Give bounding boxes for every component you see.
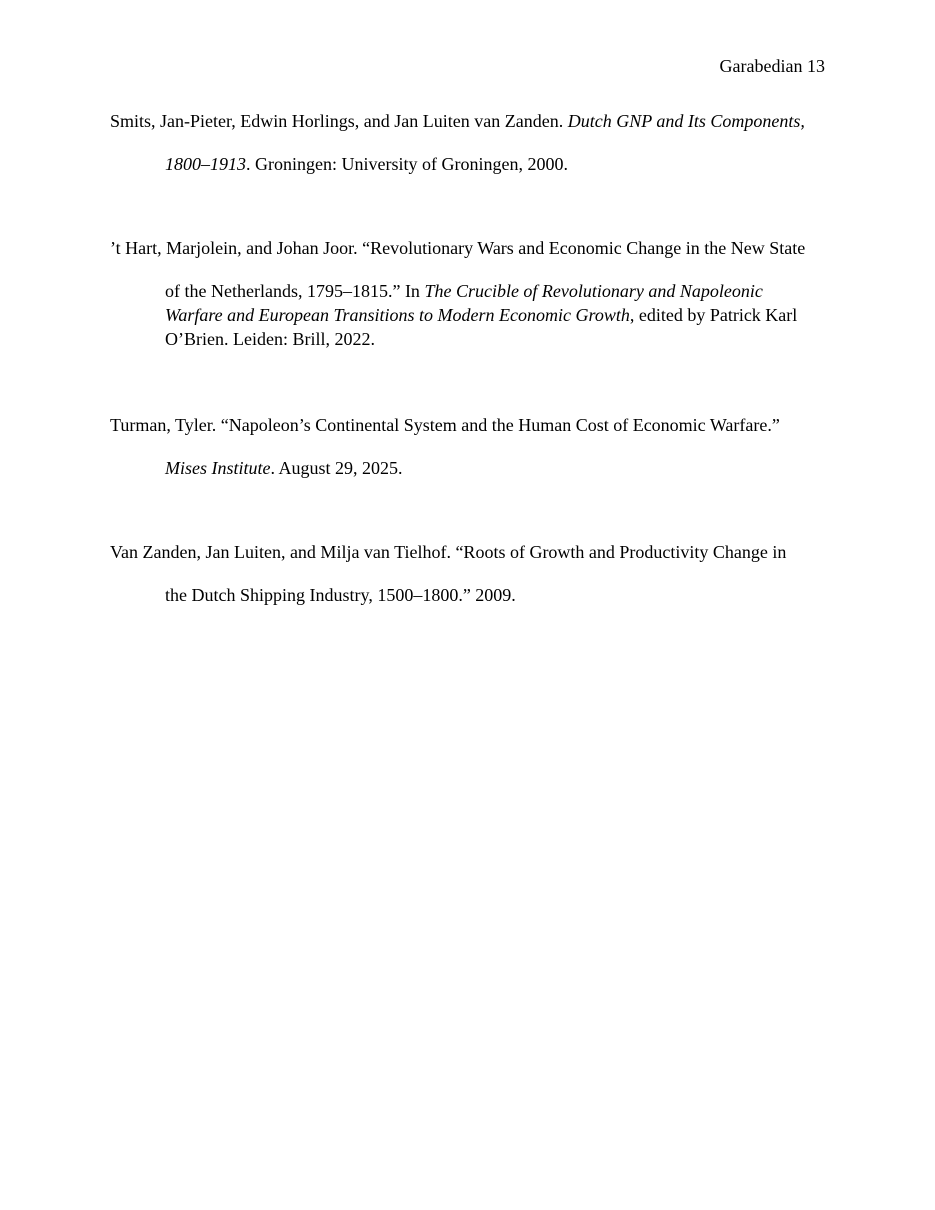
entry-line — [110, 152, 825, 176]
entry-line: O’Brien. Leiden: Brill, 2022. — [165, 329, 375, 349]
entry-title: The Crucible of Revolutionary and Napoleonic — [424, 281, 763, 301]
entry-line: ’t Hart, Marjolein, and Johan Joor. “Revolutionary Wars and Economic Change in the New State — [110, 238, 806, 258]
bibliography-entry-hart — [110, 236, 825, 351]
entry-title: Warfare and European Transitions to Modern Economic Growth — [165, 305, 630, 325]
bibliography-entry-turman — [110, 413, 825, 480]
entry-title: 1800–1913 — [165, 154, 246, 174]
entry-line: Van Zanden, Jan Luiten, and Milja van Tielhof. “Roots of Growth and Productivity Change in — [110, 542, 787, 562]
bibliography-entry-smits — [110, 109, 825, 176]
entry-text: of the Netherlands, 1795–1815.” In — [165, 281, 425, 301]
entry-text: , edited by Patrick Karl — [629, 305, 798, 325]
entry-title: Dutch GNP and Its Components, — [567, 111, 805, 131]
entry-line — [110, 279, 825, 303]
entry-line — [110, 456, 825, 480]
entry-text: . Groningen: University of Groningen, 2000. — [246, 154, 568, 174]
entry-title: Mises Institute — [165, 458, 271, 478]
entry-line — [110, 303, 825, 327]
entry-line — [110, 109, 825, 133]
entry-line: the Dutch Shipping Industry, 1500–1800.” 2009. — [165, 585, 516, 605]
bibliography-entry-van-zanden — [110, 540, 825, 607]
entry-line: Turman, Tyler. “Napoleon’s Continental System and the Human Cost of Economic Warfare.” — [110, 415, 780, 435]
entry-text: Smits, Jan-Pieter, Edwin Horlings, and Jan Luiten van Zanden. — [110, 111, 568, 131]
entry-text: . August 29, 2025. — [270, 458, 403, 478]
running-head: Garabedian 13 — [719, 56, 825, 76]
